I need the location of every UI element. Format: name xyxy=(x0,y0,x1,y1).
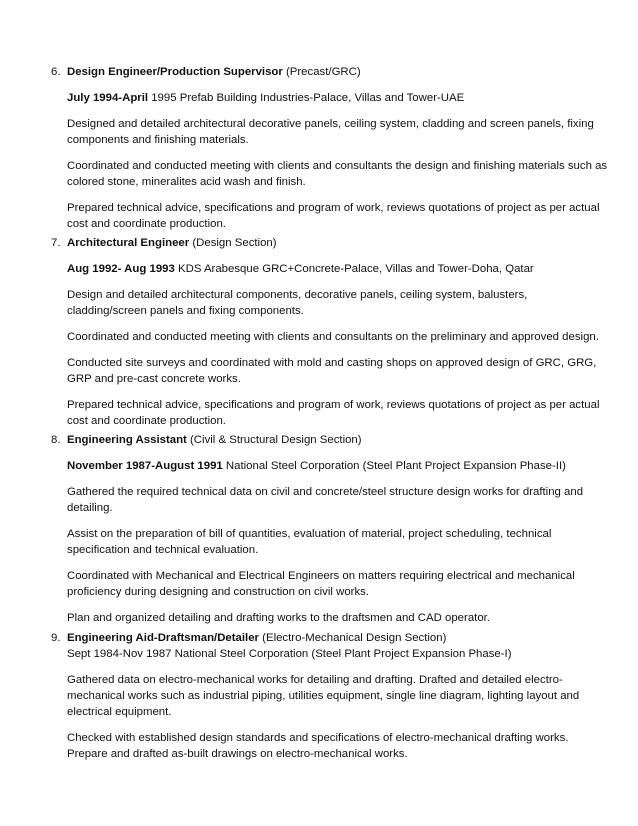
job-employer: 1995 Prefab Building Industries-Palace, Villas and Tower-UAE xyxy=(148,92,465,104)
job-period: July 1994-April xyxy=(67,92,149,104)
job-title-line xyxy=(67,64,609,80)
entry-number: 9. xyxy=(51,632,61,644)
job-title: Engineering Aid-Draftsman/Detailer xyxy=(67,632,259,644)
job-employer: National Steel Corporation (Steel Plant Project Expansion Phase-II) xyxy=(222,460,566,472)
job-duty: Conducted site surveys and coordinated with mold and casting shops on approved design of GRC, GRG, GRP and pre-cast concrete works. xyxy=(67,357,597,385)
job-duty: Coordinated with Mechanical and Electrical Engineers on matters requiring electrical and mechanical proficiency during designing and construction on civil works. xyxy=(67,570,575,598)
job-duty: Gathered data on electro-mechanical works for detailing and drafting. Drafted and detailed electro-mechanical works such as industrial piping, utilities equipment, single line diagram, lighting layout and electrical equipment. xyxy=(67,674,580,718)
job-duty: Coordinated and conducted meeting with clients and consultants the design and finishing materials such as colored stone, mineralites acid wash and finish. xyxy=(67,160,608,188)
job-period-line xyxy=(67,90,609,106)
job-duty: Coordinated and conducted meeting with clients and consultants on the preliminary and approved design. xyxy=(67,331,599,343)
job-title-line xyxy=(67,235,609,251)
job-title-line xyxy=(67,630,609,646)
entry-number: 7. xyxy=(51,237,61,249)
job-section: (Civil & Structural Design Section) xyxy=(190,434,362,446)
job-duty: Assist on the preparation of bill of quantities, evaluation of material, project scheduling, technical specification and technical evaluation. xyxy=(67,528,552,556)
job-title: Design Engineer/Production Supervisor xyxy=(67,66,283,78)
job-duty: Gathered the required technical data on civil and concrete/steel structure design works for drafting and detailing. xyxy=(67,486,584,514)
job-employer: KDS Arabesque GRC+Concrete-Palace, Villas and Tower-Doha, Qatar xyxy=(174,263,534,275)
job-duty: Design and detailed architectural components, decorative panels, ceiling system, balusters, cladding/screen panels and fixing components. xyxy=(67,289,528,317)
entry-body xyxy=(67,432,609,626)
job-duty: Checked with established design standards and specifications of electro-mechanical drafting works. Prepare and drafted as-built drawings on electro-mechanical works. xyxy=(67,732,569,760)
entry-body xyxy=(67,630,609,762)
job-period: November 1987-August 1991 xyxy=(67,460,223,472)
entry-number: 6. xyxy=(51,66,61,78)
job-period-line: Sept 1984-Nov 1987 National Steel Corporation (Steel Plant Project Expansion Phase-I) xyxy=(67,648,512,660)
job-title: Engineering Assistant xyxy=(67,434,187,446)
job-duty: Designed and detailed architectural decorative panels, ceiling system, cladding and screen panels, fixing components and finishing materials. xyxy=(67,118,594,146)
job-period: Aug 1992- Aug 1993 xyxy=(67,263,175,275)
job-title: Architectural Engineer xyxy=(67,237,190,249)
job-duty: Prepared technical advice, specifications and program of work, reviews quotations of project as per actual cost and coordinate production. xyxy=(67,399,600,427)
job-period-line xyxy=(67,261,609,277)
job-section: (Design Section) xyxy=(192,237,277,249)
entry-body xyxy=(67,64,609,232)
job-section: (Electro-Mechanical Design Section) xyxy=(262,632,447,644)
entry-body xyxy=(67,235,609,429)
job-period-line xyxy=(67,458,609,474)
job-section: (Precast/GRC) xyxy=(286,66,361,78)
entry-number: 8. xyxy=(51,434,61,446)
job-duty: Prepared technical advice, specifications and program of work, reviews quotations of project as per actual cost and coordinate production. xyxy=(67,202,600,230)
job-duty: Plan and organized detailing and drafting works to the draftsmen and CAD operator. xyxy=(67,612,490,624)
job-title-line xyxy=(67,432,609,448)
